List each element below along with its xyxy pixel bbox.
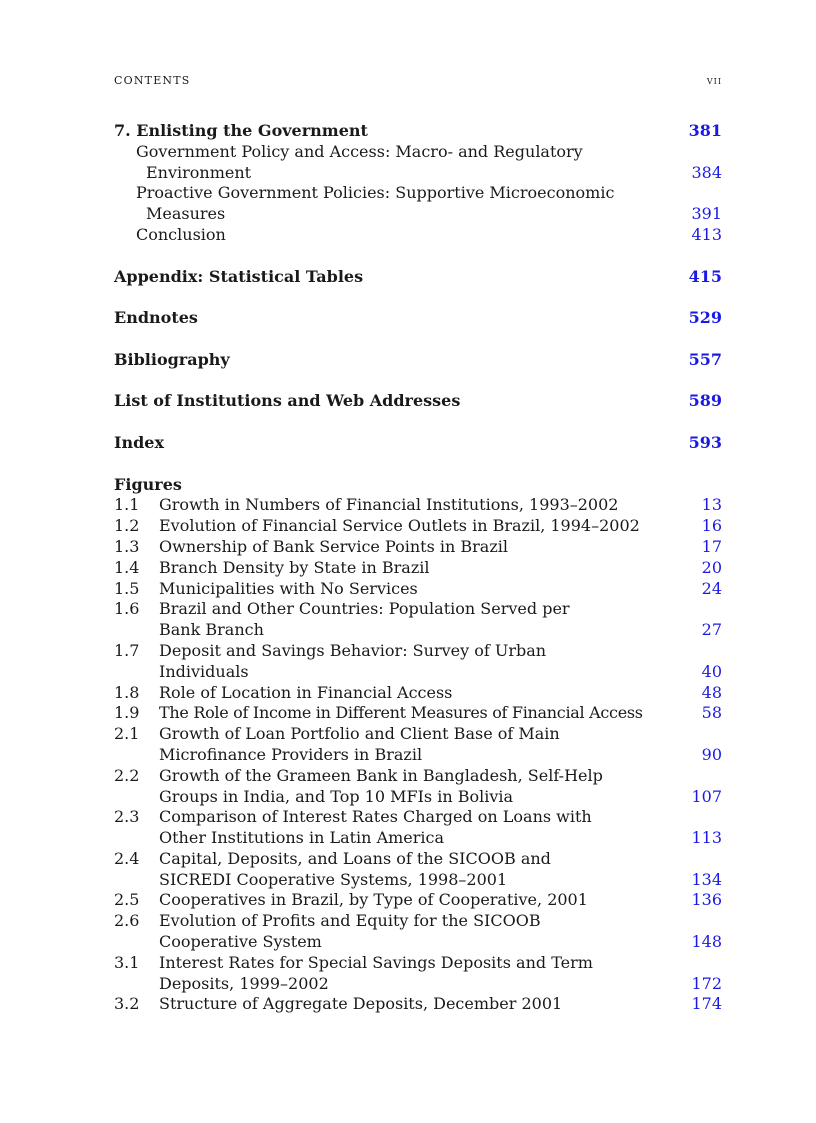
figure-entry[interactable] <box>114 849 722 870</box>
figure-number: 1.1 <box>114 495 140 515</box>
figure-number: 2.6 <box>114 911 140 931</box>
figure-entry[interactable] <box>114 537 722 558</box>
figure-number: 1.2 <box>114 516 140 536</box>
figure-entry[interactable] <box>114 766 722 787</box>
figure-entry-cont[interactable] <box>114 828 722 849</box>
toc-section-line[interactable] <box>114 204 722 225</box>
figure-page[interactable]: 16 <box>701 516 722 536</box>
figure-title-cont: Deposits, 1999–2002 <box>159 973 329 993</box>
figure-page[interactable]: 107 <box>691 786 722 806</box>
figures-heading <box>114 475 722 496</box>
running-header-page-number: vii <box>706 74 722 87</box>
toc-section-line[interactable] <box>114 225 722 246</box>
figure-page[interactable]: 27 <box>701 620 722 640</box>
figure-entry[interactable] <box>114 953 722 974</box>
figure-title-cont: Other Institutions in Latin America <box>159 828 445 848</box>
figure-entry[interactable] <box>114 516 722 537</box>
toc-entry-page[interactable]: 593 <box>688 432 722 452</box>
figure-title: Structure of Aggregate Deposits, December 2001 <box>159 994 563 1014</box>
figure-number: 2.5 <box>114 890 140 910</box>
figure-title: Deposit and Savings Behavior: Survey of Urban <box>159 640 547 660</box>
toc-entry-bibliography[interactable] <box>114 350 722 371</box>
figure-entry-cont[interactable] <box>114 745 722 766</box>
figure-entry-cont[interactable] <box>114 870 722 891</box>
figure-title: The Role of Income in Different Measures of Financial Access <box>159 703 643 723</box>
figure-title: Brazil and Other Countries: Population Served per <box>159 599 570 619</box>
figure-title: Capital, Deposits, and Loans of the SICOOB and <box>159 848 551 868</box>
toc-entry-page[interactable]: 557 <box>688 349 722 369</box>
toc-entry-page[interactable]: 415 <box>688 266 722 286</box>
figure-page[interactable]: 40 <box>701 661 722 681</box>
figure-entry-cont[interactable] <box>114 662 722 683</box>
running-header-title: CONTENTS <box>114 74 191 87</box>
toc-section-page[interactable]: 413 <box>691 224 722 244</box>
figures-heading-text: Figures <box>114 474 182 494</box>
figure-title-cont: Individuals <box>159 661 249 681</box>
figure-number: 2.1 <box>114 724 140 744</box>
figure-page[interactable]: 20 <box>701 557 722 577</box>
figure-number: 2.4 <box>114 848 140 868</box>
figure-number: 1.3 <box>114 536 140 556</box>
toc-section-line[interactable] <box>114 163 722 184</box>
figure-page[interactable]: 24 <box>701 578 722 598</box>
toc-entry-index[interactable] <box>114 433 722 454</box>
figure-page[interactable]: 134 <box>691 869 722 889</box>
toc-entry-title: Bibliography <box>114 349 230 369</box>
figure-number: 1.5 <box>114 578 140 598</box>
figure-title: Comparison of Interest Rates Charged on Loans with <box>159 807 592 827</box>
toc-entry-title: Appendix: Statistical Tables <box>114 266 364 286</box>
figure-entry-cont[interactable] <box>114 620 722 641</box>
figure-entry[interactable] <box>114 724 722 745</box>
figure-page[interactable]: 148 <box>691 932 722 952</box>
figure-number: 2.2 <box>114 765 140 785</box>
figure-title: Evolution of Financial Service Outlets in Brazil, 1994–2002 <box>159 516 640 536</box>
figure-number: 1.8 <box>114 682 140 702</box>
figure-title: Interest Rates for Special Savings Deposits and Term <box>159 952 593 972</box>
figure-entry[interactable] <box>114 599 722 620</box>
figure-title-cont: SICREDI Cooperative Systems, 1998–2001 <box>159 869 508 889</box>
figure-page[interactable]: 13 <box>701 495 722 515</box>
figure-title: Municipalities with No Services <box>159 578 418 598</box>
toc-entry-institutions[interactable] <box>114 391 722 412</box>
figure-page[interactable]: 90 <box>701 744 722 764</box>
figure-entry[interactable] <box>114 807 722 828</box>
table-of-contents <box>114 121 722 1015</box>
toc-section-title: Conclusion <box>136 224 226 244</box>
figure-number: 2.3 <box>114 807 140 827</box>
figure-page[interactable]: 113 <box>691 828 722 848</box>
figure-entry[interactable] <box>114 683 722 704</box>
toc-section-title: Government Policy and Access: Macro- and Regulatory <box>136 141 583 161</box>
figure-entry[interactable] <box>114 994 722 1015</box>
figure-title: Growth in Numbers of Financial Institutions, 1993–2002 <box>159 495 619 515</box>
figure-title: Evolution of Profits and Equity for the SICOOB <box>159 911 541 931</box>
toc-entry-page[interactable]: 381 <box>688 121 722 140</box>
figure-entry-cont[interactable] <box>114 974 722 995</box>
toc-section-page[interactable]: 391 <box>691 204 722 224</box>
toc-section-page[interactable]: 384 <box>691 162 722 182</box>
figure-page[interactable]: 58 <box>701 703 722 723</box>
figure-page[interactable]: 172 <box>691 973 722 993</box>
toc-section-line[interactable] <box>114 183 722 204</box>
toc-entry-chapter-7[interactable] <box>114 121 722 142</box>
figure-entry[interactable] <box>114 579 722 600</box>
toc-entry-title: 7. Enlisting the Government <box>114 121 368 140</box>
toc-entry-page[interactable]: 529 <box>688 308 722 328</box>
figure-entry[interactable] <box>114 641 722 662</box>
figure-title-cont: Bank Branch <box>159 620 264 640</box>
toc-entry-appendix[interactable] <box>114 267 722 288</box>
figure-title: Growth of Loan Portfolio and Client Base of Main <box>159 724 560 744</box>
figure-entry[interactable] <box>114 703 722 724</box>
figure-number: 3.2 <box>114 994 140 1014</box>
figure-number: 1.7 <box>114 640 140 660</box>
figure-title: Ownership of Bank Service Points in Brazil <box>159 536 508 556</box>
figure-number: 3.1 <box>114 952 140 972</box>
toc-entry-endnotes[interactable] <box>114 308 722 329</box>
figure-title: Role of Location in Financial Access <box>159 682 453 702</box>
toc-section-title-cont: Measures <box>146 204 226 224</box>
figure-number: 1.4 <box>114 557 140 577</box>
figure-page[interactable]: 136 <box>691 890 722 910</box>
figure-title: Growth of the Grameen Bank in Bangladesh, Self-Help <box>159 765 603 785</box>
toc-section-title-cont: Environment <box>146 162 252 182</box>
figure-title-cont: Microfinance Providers in Brazil <box>159 744 423 764</box>
figure-entry-cont[interactable] <box>114 932 722 953</box>
figure-entry[interactable] <box>114 911 722 932</box>
toc-entry-title: List of Institutions and Web Addresses <box>114 391 461 411</box>
figure-number: 1.9 <box>114 703 140 723</box>
toc-section-title: Proactive Government Policies: Supportive Microeconomic <box>136 183 615 203</box>
figure-entry[interactable] <box>114 890 722 911</box>
figure-title-cont: Cooperative System <box>159 932 322 952</box>
toc-section-line[interactable] <box>114 142 722 163</box>
figure-entry[interactable] <box>114 495 722 516</box>
running-header <box>114 74 722 92</box>
figure-entry[interactable] <box>114 558 722 579</box>
figure-number: 1.6 <box>114 599 140 619</box>
figure-page[interactable]: 48 <box>701 682 722 702</box>
figure-page[interactable]: 174 <box>691 994 722 1014</box>
figure-title-cont: Groups in India, and Top 10 MFIs in Bolivia <box>159 786 514 806</box>
figure-page[interactable]: 17 <box>701 536 722 556</box>
toc-entry-title: Endnotes <box>114 308 198 328</box>
toc-entry-page[interactable]: 589 <box>688 391 722 411</box>
figure-entry-cont[interactable] <box>114 787 722 808</box>
figure-title: Cooperatives in Brazil, by Type of Cooperative, 2001 <box>159 890 588 910</box>
figure-title: Branch Density by State in Brazil <box>159 557 430 577</box>
toc-entry-title: Index <box>114 432 165 452</box>
